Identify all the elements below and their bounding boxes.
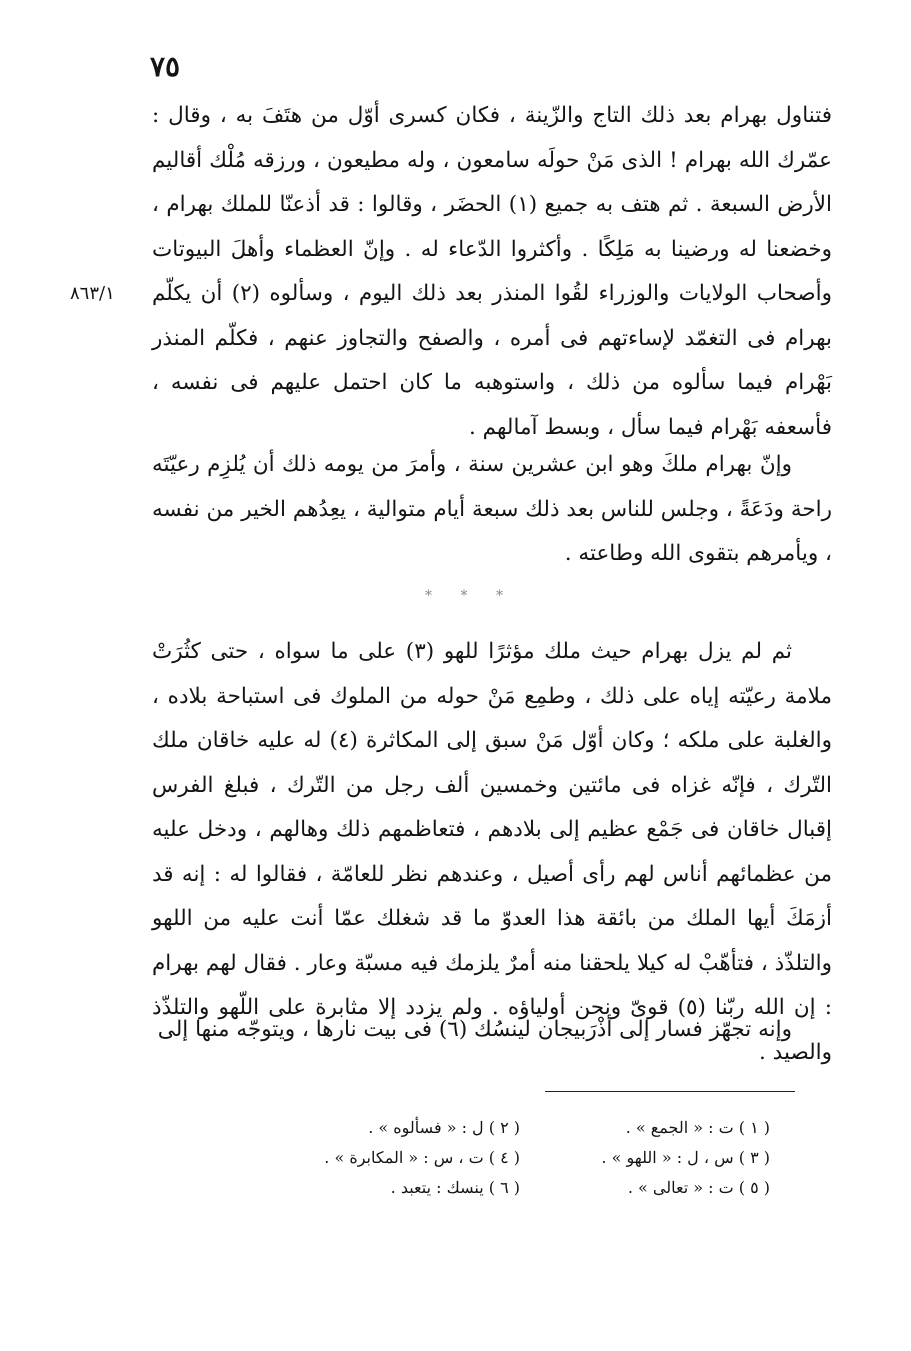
footnote-5: ( ٥ ) ت : « تعالى » . <box>627 1178 770 1197</box>
footnote-6: ( ٦ ) ينسك : يتعبد . <box>390 1178 520 1197</box>
footnote-3: ( ٣ ) س ، ل : « اللهو » . <box>601 1148 770 1167</box>
paragraph-1 <box>152 94 832 450</box>
paragraph-2 <box>152 443 832 577</box>
paragraph-1-text: فتناول بهرام بعد ذلك التاج والزّينة ، فكان كسرى أوّل من هتَفَ به ، وقال : عمّرك الله بهرام ! الذى مَنْ حولَه سامعون ، وله مطيعون ، ورزقه مُلْك أقاليم الأرض السبعة . ثم هتف به جميع (١) الحضَر ، وقالوا : قد أذعنّا للملك بهرام ، وخضعنا له ورضينا به مَلِكًا . وأكثروا الدّعاء له . وإنّ العظماء وأهلَ البيوتات وأصحاب الولايات والوزراء لقُوا المنذر بعد ذلك اليوم ، وسألوه (٢) أن يكلّم بهرام فى التغمّد لإساءتهم فى أمره ، والصفح والتجاوز عنهم ، فكلّم المنذر بَهْرام فيما سألوه من ذلك ، واستوهبه ما كان احتمل عليهم فى نفسه ، فأسعفه بَهْرام فيما سأل ، وبسط آمالهم . <box>152 103 832 440</box>
page-number: ٧٥ <box>150 50 181 83</box>
paragraph-4-text: وإنه تجهّز فسار إلى أذْرَبيجان لينسُك (٦) فى بيت نارها ، ويتوجّه منها إلى <box>157 1017 792 1042</box>
margin-reference: ٨٦٣/١ <box>70 283 115 304</box>
paragraph-2-text: وإنّ بهرام ملكَ وهو ابن عشرين سنة ، وأمرَ من يومه ذلك أن يُلزِم رعيّتَه راحة ودَعَةً ، وجلس للناس بعد ذلك سبعة أيام متوالية ، يعِدُهم الخير من نفسه ، ويأمرهم بتقوى الله وطاعته . <box>152 452 832 566</box>
section-separator: * * * <box>425 588 515 604</box>
footnote-1: ( ١ ) ت : « الجمع » . <box>625 1118 770 1137</box>
paragraph-4 <box>152 1008 832 1053</box>
footnote-2: ( ٢ ) ل : « فسألوه » . <box>368 1118 520 1137</box>
paragraph-3-text: ثم لم يزل بهرام حيث ملك مؤثرًا للهو (٣) على ما سواه ، حتى كثُرَتْ ملامة رعيّته إياه على ذلك ، وطمِع مَنْ حوله من الملوك فى استباحة بلاده ، والغلبة على ملكه ؛ وكان أوّل مَنْ سبق إلى المكاثرة (٤) له عليه خاقان ملك التّرك ، فإنّه غزاه فى مائتين وخمسين ألف رجل من التّرك ، فبلغ الفرس إقبال خاقان فى جَمْع عظيم إلى بلادهم ، فتعاظمهم ذلك وهالهم ، ودخل عليه من عظمائهم أناس لهم رأى أصيل ، وعندهم نظر للعامّة ، فقالوا له : إنه قد أزمَكَ أيها الملك من بائقة هذا العدوّ ما قد شغلك عمّا أنت عليه من اللهو والتلذّذ ، فتأهّبْ له كيلا يلحقنا منه أمرٌ يلزمك فيه مسبّة وعار . فقال لهم بهرام : إن الله ربّنا (٥) قوىّ ونحن أولياؤه . ولم يزدد إلا مثابرة على اللّهو والتلذّذ والصيد . <box>152 639 832 1065</box>
footnote-divider <box>545 1091 795 1092</box>
footnotes <box>300 1113 770 1203</box>
footnote-4: ( ٤ ) ت ، س : « المكابرة » . <box>324 1148 520 1167</box>
